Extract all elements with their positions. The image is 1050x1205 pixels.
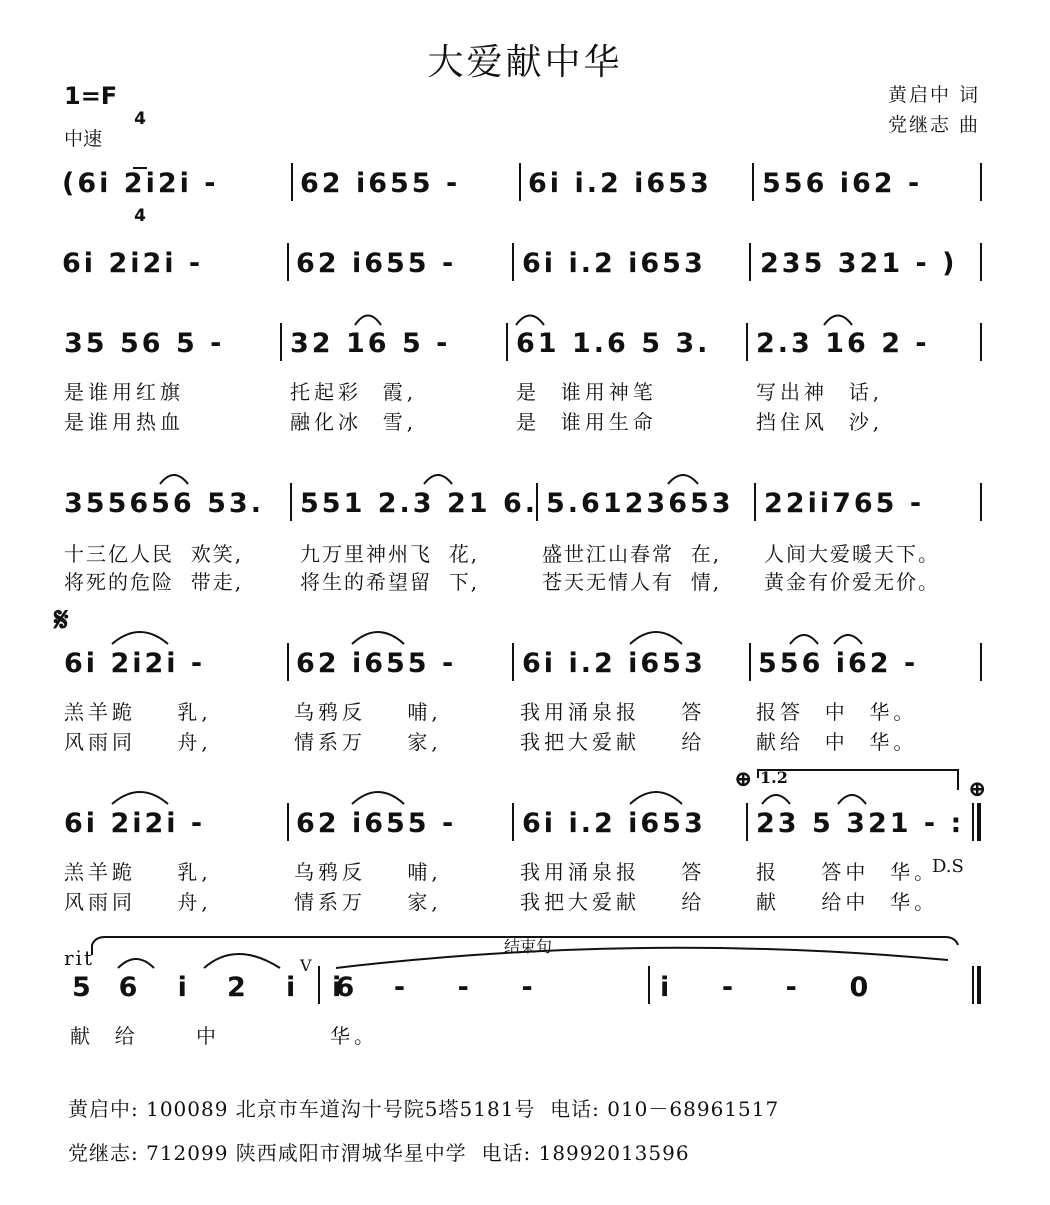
- slur: [424, 475, 452, 484]
- lyrics-5a-1: 羔羊跪 乳,: [64, 700, 212, 724]
- segno-sign: 𝄋: [54, 600, 69, 640]
- lyrics-3a-1: 是谁用红旗: [64, 380, 184, 404]
- time-signature-bottom: 4: [134, 206, 146, 226]
- lyrics-3b-4: 挡住风 沙,: [756, 410, 884, 434]
- lyricist-credit: 黄启中 词: [887, 84, 980, 106]
- measure-3-4: 2.3 16 2 -: [756, 328, 930, 359]
- lyrics-4b-1: 将死的危险 带走,: [64, 570, 244, 594]
- lyrics-5b-3: 我把大爱献 给: [520, 730, 706, 754]
- measure-5-2: 62 i655 -: [296, 648, 457, 679]
- measure-6-3: 6i i.2 i653: [522, 808, 706, 839]
- lyrics-5b-4: 献给 中 华。: [756, 730, 918, 754]
- lyrics-6a-2: 乌鸦反 哺,: [294, 860, 442, 884]
- measure-7-1: 5 6 i 2 i 6: [72, 972, 358, 1003]
- slur: [204, 954, 280, 968]
- lyrics-5a-3: 我用涌泉报 答: [520, 700, 706, 724]
- contact-lyricist: 黄启中: 100089 北京市车道沟十号院5塔5181号 电话: 010－68961517: [68, 1097, 780, 1121]
- measure-4-2: 551 2.3 21 6.: [300, 488, 539, 519]
- lyrics-6b-3: 我把大爱献 给: [520, 890, 706, 914]
- lyrics-3a-3: 是 谁用神笔: [516, 380, 657, 404]
- contact-composer: 党继志: 712099 陕西咸阳市渭城华星中学 电话: 18992013596: [68, 1141, 690, 1165]
- measure-3-1: 35 56 5 -: [64, 328, 225, 359]
- slur: [352, 632, 404, 644]
- slur: [355, 316, 381, 326]
- measure-3-2: 32 16 5 -: [290, 328, 451, 359]
- song-title: 大爱献中华: [427, 42, 623, 83]
- measure-1-4: 556 i62 -: [762, 168, 923, 199]
- measure-4-3: 5.6123653: [546, 488, 734, 519]
- measure-1-2: 62 i655 -: [300, 168, 461, 199]
- slur: [668, 475, 698, 484]
- lyrics-5a-4: 报答 中 华。: [756, 700, 918, 724]
- measure-2-1: 6i 2i2i -: [62, 248, 204, 279]
- ending-label: 结束句: [504, 937, 553, 956]
- measure-7-3: i - - 0: [660, 972, 872, 1003]
- slur: [118, 959, 154, 968]
- lyrics-6a-1: 羔羊跪 乳,: [64, 860, 212, 884]
- lyrics-7-1: 献 给: [70, 1024, 139, 1048]
- rit-marking: rit: [64, 946, 94, 970]
- slur: [824, 316, 852, 326]
- composer-credit: 党继志 曲: [887, 114, 980, 136]
- lyrics-4a-3: 盛世江山春常 在,: [542, 542, 722, 566]
- slur: [762, 795, 790, 804]
- lyrics-7-3: 华。: [330, 1024, 378, 1048]
- measure-7-2: i - - -: [332, 972, 536, 1003]
- measure-6-4: 23 5 321 - :: [756, 808, 965, 839]
- time-signature-top: 4: [134, 109, 146, 129]
- coda-sign: ⊕: [734, 766, 753, 792]
- measure-2-4: 235 321 - ): [760, 248, 958, 279]
- measure-2-3: 6i i.2 i653: [522, 248, 706, 279]
- slur: [790, 635, 818, 644]
- tempo-marking: 中速: [64, 128, 103, 150]
- measure-5-4: 556 i62 -: [758, 648, 919, 679]
- lyrics-4a-4: 人间大爱暖天下。: [764, 542, 940, 566]
- slur: [160, 475, 188, 484]
- lyrics-3b-3: 是 谁用生命: [516, 410, 657, 434]
- lyrics-6b-2: 情系万 家,: [294, 890, 442, 914]
- ds-marking: D.S: [932, 856, 964, 877]
- lyrics-4b-4: 黄金有价爱无价。: [764, 570, 940, 594]
- lyrics-4b-2: 将生的希望留 下,: [300, 570, 480, 594]
- slur: [838, 795, 866, 804]
- slur: [112, 792, 168, 804]
- measure-6-1: 6i 2i2i -: [64, 808, 206, 839]
- key-signature: 1=F: [64, 82, 118, 110]
- lyrics-7-2: 中: [196, 1024, 220, 1048]
- lyrics-6b-4: 献 给中 华。: [756, 890, 939, 914]
- slur: [352, 792, 404, 804]
- breath-mark: V: [300, 956, 312, 975]
- lyrics-5b-2: 情系万 家,: [294, 730, 442, 754]
- lyrics-4a-1: 十三亿人民 欢笑,: [64, 542, 244, 566]
- measure-4-4: 22ii765 -: [764, 488, 925, 519]
- measure-5-1: 6i 2i2i -: [64, 648, 206, 679]
- ending-slur: [336, 948, 948, 968]
- lyrics-6a-4: 报 答中 华。: [756, 860, 939, 884]
- measure-3-3: 61 1.6 5 3.: [516, 328, 711, 359]
- lyrics-5a-2: 乌鸦反 哺,: [294, 700, 442, 724]
- lyrics-3b-2: 融化冰 雪,: [290, 410, 418, 434]
- slur: [630, 792, 682, 804]
- slur: [834, 635, 862, 644]
- measure-4-1: 355656 53.: [64, 488, 264, 519]
- lyrics-6b-1: 风雨同 舟,: [64, 890, 212, 914]
- slur: [516, 316, 544, 326]
- lyrics-3a-2: 托起彩 霞,: [290, 380, 418, 404]
- lyrics-6a-3: 我用涌泉报 答: [520, 860, 706, 884]
- lyrics-4b-3: 苍天无情人有 情,: [542, 570, 722, 594]
- measure-2-2: 62 i655 -: [296, 248, 457, 279]
- measure-6-2: 62 i655 -: [296, 808, 457, 839]
- lyrics-4a-2: 九万里神州飞 花,: [300, 542, 480, 566]
- volta-bracket: [758, 770, 958, 790]
- coda-sign-end: ⊕: [968, 776, 987, 802]
- measure-5-3: 6i i.2 i653: [522, 648, 706, 679]
- slur: [112, 632, 168, 644]
- lyrics-5b-1: 风雨同 舟,: [64, 730, 212, 754]
- slur: [630, 632, 682, 644]
- volta-label: 1.2: [760, 768, 788, 787]
- lyrics-3a-4: 写出神 话,: [756, 380, 884, 404]
- measure-1-1: (6i 2i2i -: [62, 168, 219, 199]
- measure-1-3: 6i i.2 i653: [528, 168, 712, 199]
- lyrics-3b-1: 是谁用热血: [64, 410, 184, 434]
